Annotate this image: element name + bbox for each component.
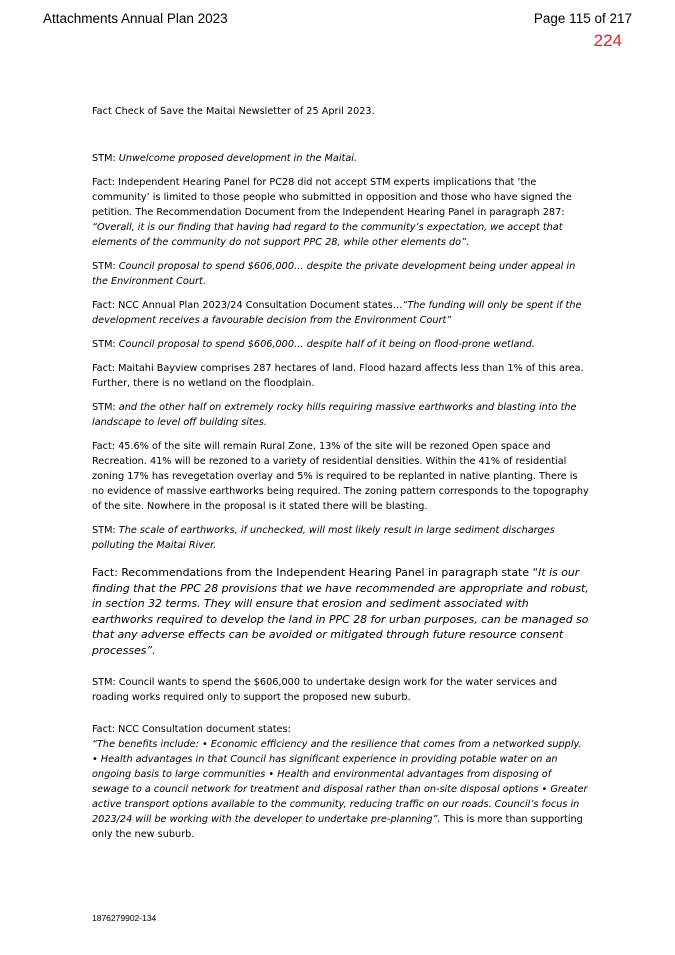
document-id: 1876279902-134 xyxy=(92,913,157,923)
page-number: 224 xyxy=(593,31,622,50)
fact-response-3: Fact: Maitahi Bayview comprises 287 hectares of land. Flood hazard affects less than 1% of this area. Further, there is no wetland on the floodplain. xyxy=(92,363,584,389)
stm-claim-3: STM: Council proposal to spend $606,000… despite half of it being on flood-prone wetland. xyxy=(92,339,535,350)
stm-claim-5: STM: The scale of earthworks, if unchecked, will most likely result in large sediment discharges polluting the Maitai River. xyxy=(92,525,555,551)
page-title: Fact Check of Save the Maitai Newsletter of 25 April 2023. xyxy=(92,106,375,117)
document-body xyxy=(92,104,589,851)
fact-response-6: Fact: NCC Consultation document states: “The benefits include: • Economic efficiency and the resilience that comes from a networked supply. • Health advantages in that Council has significant experience in providing potable water on an ongoing basis to large communities • Health and environmental advantages from disposing of sewage to a council network for treatment and disposal rather than on-site disposal options • Greater active transport options available to the community, reducing traffic on our roads. Council’s focus in 2023/24 will be working with the developer to undertake pre-planning”. This is more than supporting only the new suburb. xyxy=(92,723,588,840)
fact-response-4: Fact: 45.6% of the site will remain Rural Zone, 13% of the site will be rezoned Open space and Recreation. 41% will be rezoned to a variety of residential densities. Within the 41% of residential zoning 17% has revegetation overlay and 5% is required to be replanted in native planting. There is no evidence of massive earthworks being required. The zoning pattern corresponds to the topography of the site. Nowhere in the proposal is it stated there will be blasting. xyxy=(92,441,589,512)
page-counter: Page 115 of 217 xyxy=(533,11,632,26)
document-title: Attachments Annual Plan 2023 xyxy=(43,11,228,26)
fact-response-2: Fact: NCC Annual Plan 2023/24 Consultation Document states…“The funding will only be spent if the development receives a favourable decision from the Environment Court” xyxy=(92,300,582,326)
stm-claim-2: STM: Council proposal to spend $606,000… despite the private development being under appeal in the Environment Court. xyxy=(92,261,576,287)
stm-claim-6: STM: Council wants to spend the $606,000 to undertake design work for the water services and roading works required only to support the proposed new suburb. xyxy=(92,676,558,703)
fact-response-5: Fact: Recommendations from the Independent Hearing Panel in paragraph state “It is our finding that the PPC 28 provisions that we have recommended are appropriate and robust, in section 32 terms. They will ensure that erosion and sediment associated with earthworks required to develop the land in PPC 28 for urban purposes, can be managed so that any adverse effects can be avoided or mitigated through future resource consent processes”. xyxy=(92,566,589,657)
stm-claim-4: STM: and the other half on extremely rocky hills requiring massive earthworks and blasting into the landscape to level off building sites. xyxy=(92,402,577,428)
fact-response-1: Fact: Independent Hearing Panel for PC28 did not accept STM experts implications that ‘the community’ is limited to those people who submitted in opposition and those who have signed the petition. The Recommendation Document from the Independent Hearing Panel in paragraph 287: “Overall, it is our finding that having had regard to the community’s expectation, we accept that elements of the community do not support PPC 28, while other elements do”. xyxy=(92,177,572,248)
stm-claim-1: STM: Unwelcome proposed development in the Maitai. xyxy=(92,153,358,164)
